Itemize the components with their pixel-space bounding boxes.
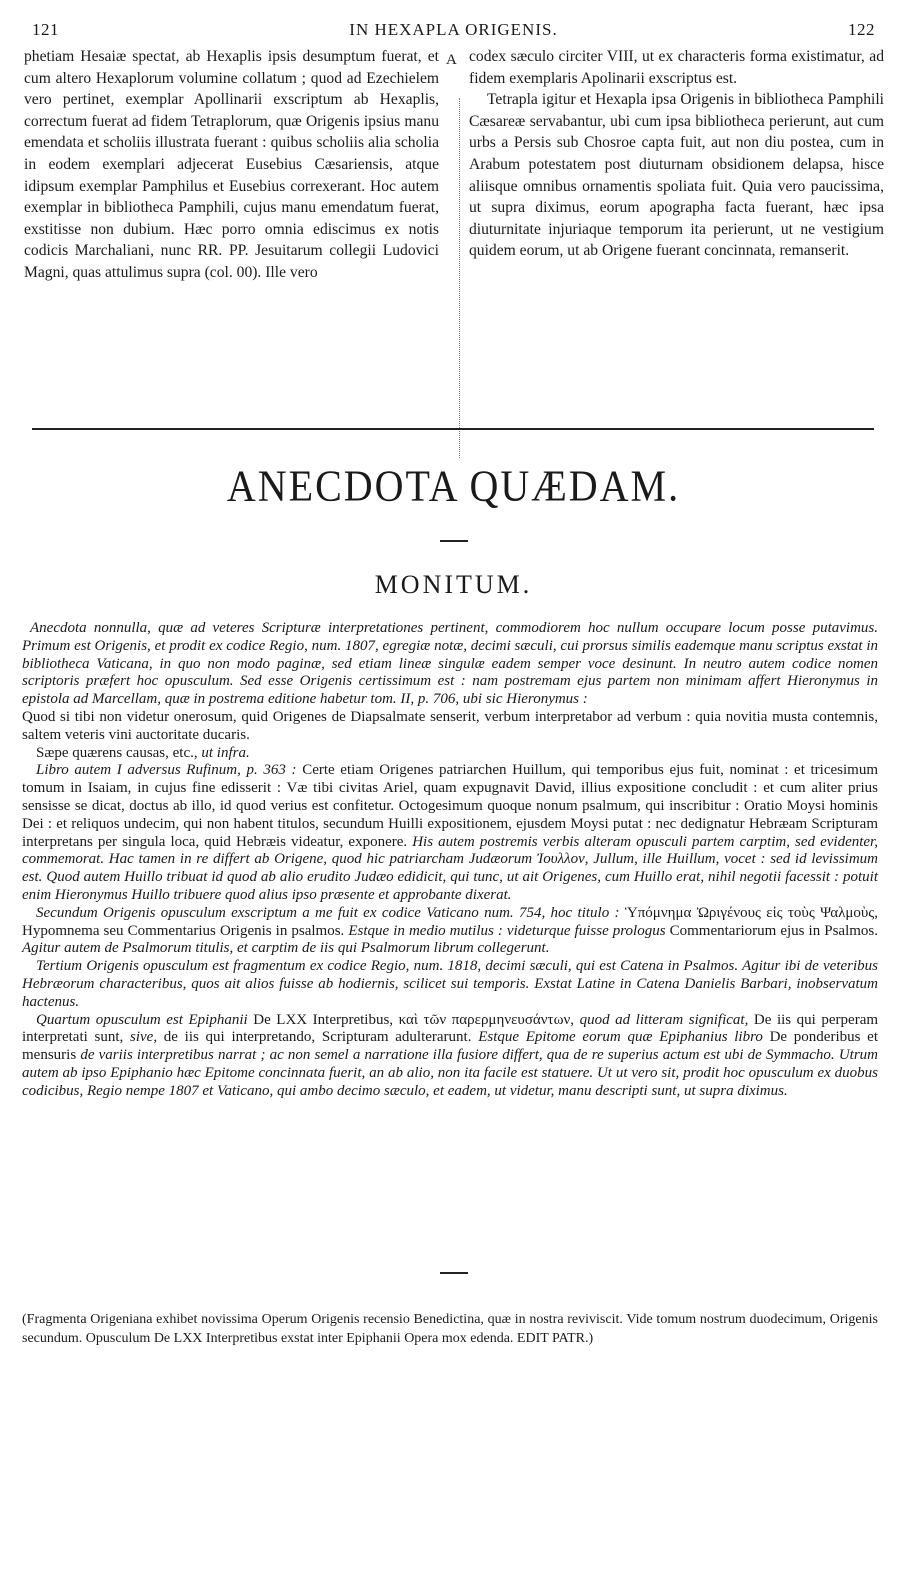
two-column-section bbox=[24, 46, 884, 416]
main-title: ANECDOTA QUÆDAM. bbox=[226, 460, 681, 511]
monitum-p3-comment: His autem postremis verbis alteram opusculi partem carptim, sed evidenter, commemorat. Hac tamen in re differt ab Origene, quod hic patriarcham Judæorum Ἰουλλον, Jullum, ille Huillum, vocet : sed id levissimum est. Quod autem Huillo tribuat id quod ab alio erudito Judæo edidicit, qui tunc, ut ait Origenes, cum Huillo erat, nihil negotii facessit : potuit enim Hieronymus Huillo tribuere quod alius ipso præsente et approbante dixerat. bbox=[22, 833, 878, 903]
monitum-p4-b: Ὑπόμνημα Ὠριγένους εἰς τοὺς Ψαλμοὺς, Hypomnema seu Commentarius Origenis in psalmos. bbox=[22, 904, 878, 939]
monitum-p6-f: de iis qui interpretando, Scripturam adulterarunt. bbox=[163, 1029, 472, 1046]
monitum-p2-italic: ut infra. bbox=[201, 744, 250, 761]
monitum-p3-quote: Certe etiam Origenes patriarchen Huillum, qui temporibus ejus fuit, nominat : et tricesimum tomum in Isaiam, in cujus fine edisserit : Væ tibi civitas Ariel, quam expugnavit David, illius expositione concludit : et cum aliter prius sensisse se dicat, doctus ab illo, id quod verius est confitetur. Octogesimum quoque nonum psalmum, qui inscribitur : Oratio Moysi hominis Dei : et reliquos undecim, qui non habent titulos, secundum Huilli expositionem, ejusdem Moysi putat : nec dedignatur Hebræam Scripturam interpretans per singula loca, quid Hebræis videatur, exponere. bbox=[22, 762, 878, 850]
monitum-p2-text: Sæpe quærens causas, etc., bbox=[36, 744, 198, 761]
footnote-rule bbox=[440, 1272, 468, 1274]
monitum-p6-h: De ponderibus et mensuris bbox=[22, 1029, 878, 1064]
monitum-p3-italic: Libro autem I adversus Rufinum, p. 363 : bbox=[36, 762, 297, 779]
page-number-right: 122 bbox=[848, 20, 875, 39]
monitum-p6-e: sive, bbox=[130, 1029, 158, 1046]
monitum-para-5 bbox=[22, 958, 878, 1011]
right-column bbox=[469, 46, 884, 262]
monitum-p1-italic: Anecdota nonnulla, quæ ad veteres Scripturæ interpretationes pertinent, commodiorem hoc nullum occupare locum posse putavimus. Primum est Origenis, et prodit ex codice Regio, num. 1807, egregiæ notæ, decimi sæculi, cui prorsus similis eademque manu scriptus exstat in bibliotheca Vaticana, in quo non modo paginæ, sed etiam lineæ singulæ eadem semper voce desinunt. In neutro autem codice nomen scriptoris præfert hoc opusculum. Sed esse Origenis certissimum est : nam postremam ejus partem non minimam affert Hieronymus in epistola ad Marcellam, quæ in postrema editione habetur tom. II, p. 706, ubi sic Hieronymus : bbox=[22, 620, 878, 708]
monitum-p4-a: Secundum Origenis opusculum exscriptum a me fuit ex codice Vaticano num. 754, hoc titulo : bbox=[36, 904, 620, 921]
left-column bbox=[24, 46, 439, 284]
monitum-p6-b: De LXX Interpretibus, καὶ τῶν παρερμηνευσάντων, bbox=[253, 1011, 574, 1028]
monitum-p4-d: Commentariorum ejus in Psalmos. bbox=[669, 922, 879, 939]
column-marker: A bbox=[446, 52, 457, 68]
monitum-p6-i: de variis interpretibus narrat ; ac non semel a narratione illa fusiore differt, qua de re superius actum est ubi de Symmacho. Utrum autem ab ipso Epiphanio hæc Epitome concinnata fuerit, an ab alio, non ita facile est statuere. Ut ut vero sit, prodit hoc opusculum ex duobus codicibus, Regio nempe 1807 et Vaticano, qui ambo decimo sæculo, et eadem, ut videtur, manu descripti sunt, ut supra diximus. bbox=[22, 1047, 878, 1099]
left-column-text: phetiam Hesaiæ spectat, ab Hexaplis ipsis desumptum fuerat, et cum altero Hexaplorum volumine collatum ; quod ad Ezechielem vero pertinet, exemplar Apollinarii exscriptum ab Hexaplis, correctum fuerat ad fidem Tetraplorum, quæ Origenis ipsius manu emendata et scholiis illustrata fuerant : quibus scholiis alia scholia in eodem exemplari adjecerat Eusebius Cæsariensis, atque idipsum exemplar Pamphilus et Eusebius correxerant. Hoc autem exemplar in bibliotheca Pamphili, cujus manu emendatum fuerat, exstitisse non dubium. Hæc porro omnia ediscimus ex notis codicis Marchaliani, nunc RR. PP. Jesuitarum collegii Ludovici Magni, quas attulimus supra (col. 00). Ille vero bbox=[24, 48, 439, 281]
sub-title: MONITUM. bbox=[374, 570, 533, 599]
monitum-para-2 bbox=[22, 745, 878, 763]
running-head bbox=[32, 20, 875, 42]
monitum-para-6 bbox=[22, 1012, 878, 1101]
page-number-left: 121 bbox=[32, 20, 59, 39]
monitum-p6-c: quod ad litteram significat, bbox=[579, 1011, 749, 1028]
monitum-para-3 bbox=[22, 762, 878, 904]
monitum-p4-c: Estque in medio mutilus : videturque fuisse prologus bbox=[348, 922, 666, 939]
right-column-para-2: Tetrapla igitur et Hexapla ipsa Origenis in bibliotheca Pamphili Cæsareæ servabantur, ubi cum ipsa bibliotheca perierunt, aut cum urbs a Persis sub Chosroe capta fuit, aut non diu postea, cum in Arabum potestatem post diuturnam obsidionem delapsa, hisce aliisque omnibus ornamentis spoliata fuit. Quia vero paucissima, ut supra diximus, eorum apographa facta fuerant, hæc ipsa diuturnitate injuriaque temporum ita perierunt, ut ne vestigium quidem eorum, ut ab Origene fuerant concinnata, remanserit. bbox=[469, 91, 884, 260]
title-rule bbox=[440, 540, 468, 542]
monitum-quote-1 bbox=[22, 709, 878, 745]
monitum-p6-d: De iis qui perperam interpretati sunt, bbox=[22, 1011, 879, 1046]
footnote: (Fragmenta Origeniana exhibet novissima Operum Origenis recensio Benedictina, quæ in nostra reviviscit. Vide tomum nostrum duodecimum, Origenis secundum. Opusculum De LXX Interpretibus exstat inter Epiphanii Opera mox edenda. EDIT PATR.) bbox=[22, 1312, 878, 1346]
monitum-p6-g: Estque Epitome eorum quæ Epiphanius libro bbox=[478, 1029, 763, 1046]
monitum-p5-text: Tertium Origenis opusculum est fragmentum ex codice Regio, num. 1818, decimi sæculi, qui est Catena in Psalmos. Agitur ibi de veteribus Hebræorum characteribus, quos ait alios fuisse ab hodiernis, scilicet sui temporis. Exstat Latine in Catena Danielis Barbari, inobservatum hactenus. bbox=[22, 958, 878, 1010]
section-rule bbox=[32, 428, 874, 430]
monitum-p4-e: Agitur autem de Psalmorum titulis, et carptim de iis qui Psalmorum librum collegerunt. bbox=[22, 940, 550, 957]
right-column-para-1: codex sæculo circiter VIII, ut ex characteris forma existimatur, ad fidem exemplaris Apolinarii exscriptus est. bbox=[469, 48, 884, 87]
running-title: IN HEXAPLA ORIGENIS. bbox=[349, 20, 558, 39]
monitum-p1-quote: Quod si tibi non videtur onerosum, quid Origenes de Diapsalmate senserit, verbum interpretabor ad verbum : quia novitia musta contemnis, saltem veteris vini auctoritate ducaris. bbox=[22, 708, 878, 743]
monitum-para-1 bbox=[22, 620, 878, 709]
monitum-body bbox=[22, 620, 878, 1101]
column-divider bbox=[459, 98, 461, 458]
monitum-p6-a: Quartum opusculum est Epiphanii bbox=[36, 1011, 248, 1028]
monitum-para-4 bbox=[22, 905, 878, 958]
